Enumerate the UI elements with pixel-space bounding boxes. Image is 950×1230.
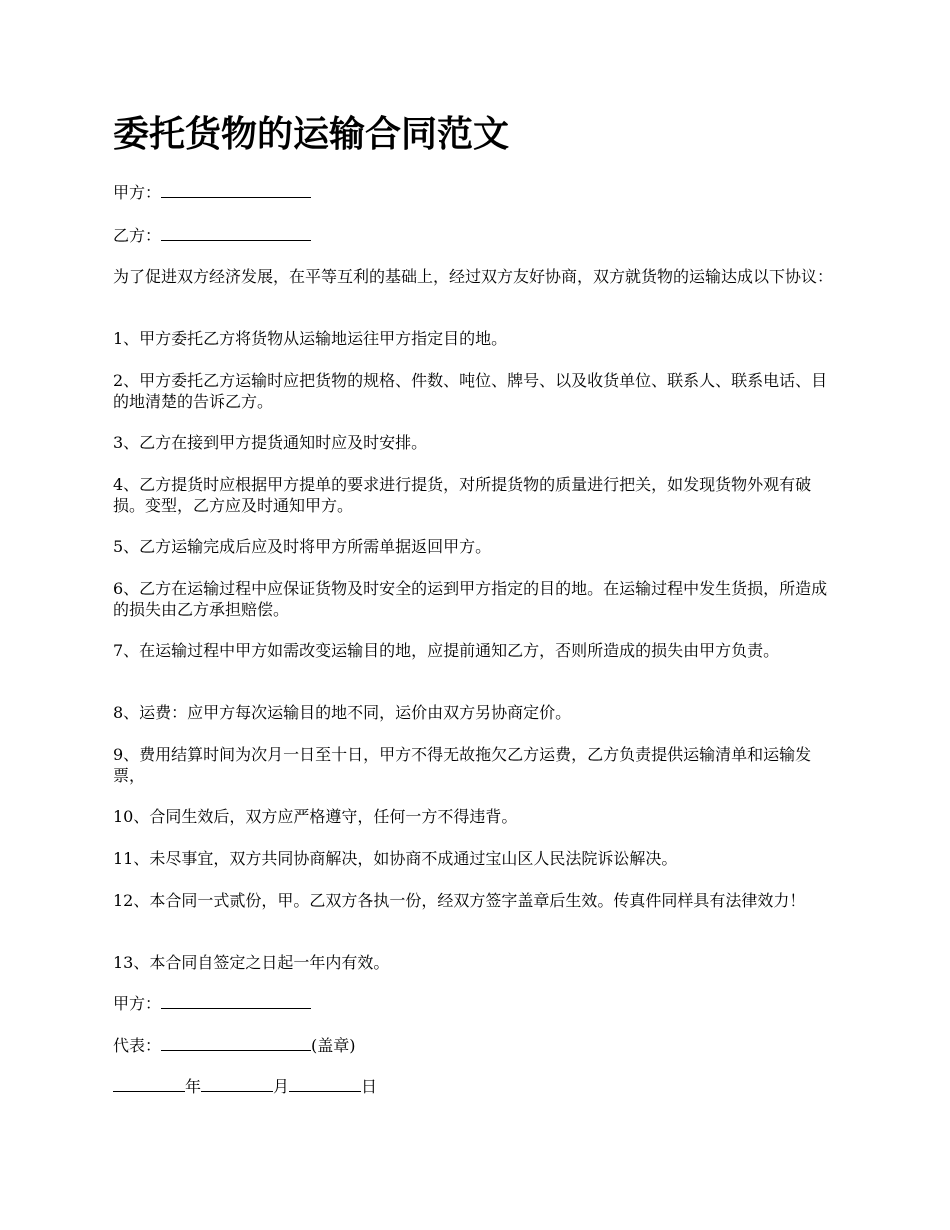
clause-3: 3、乙方在接到甲方提货通知时应及时安排。	[113, 433, 428, 452]
clause-12: 12、本合同一式贰份，甲。乙双方各执一份，经双方签字盖章后生效。传真件同样具有法律效力！	[113, 891, 806, 910]
signature-rep-blank	[161, 1035, 311, 1051]
clause-4: 4、乙方提货时应根据甲方提单的要求进行提货，对所提货物的质量进行把关，如发现货物外观有破损。变型，乙方应及时通知甲方。	[113, 475, 812, 515]
party-b-label: 乙方：	[113, 226, 162, 245]
year-label: 年	[185, 1077, 202, 1096]
clause-1: 1、甲方委托乙方将货物从运输地运往甲方指定目的地。	[113, 329, 508, 348]
clause-5: 5、乙方运输完成后应及时将甲方所需单据返回甲方。	[113, 537, 492, 556]
party-a-label: 甲方：	[113, 183, 162, 202]
party-a-line	[113, 182, 843, 203]
month-label: 月	[273, 1077, 290, 1096]
signature-party-a-blank	[161, 993, 311, 1009]
clause-6: 6、乙方在运输过程中应保证货物及时安全的运到甲方指定的目的地。在运输过程中发生货损，所造成的损失由乙方承担赔偿。	[113, 579, 828, 619]
signature-party-a-line	[113, 993, 843, 1014]
signature-party-a-label: 甲方：	[113, 994, 162, 1013]
clause-7: 7、在运输过程中甲方如需改变运输目的地，应提前通知乙方，否则所造成的损失由甲方负责。	[113, 641, 780, 660]
clause-9: 9、费用结算时间为次月一日至十日，甲方不得无故拖欠乙方运费，乙方负责提供运输清单和运输发票，	[113, 745, 812, 785]
intro-paragraph: 为了促进双方经济发展，在平等互利的基础上，经过双方友好协商，双方就货物的运输达成以下协议：	[113, 267, 834, 286]
signature-rep-line	[113, 1035, 843, 1056]
signature-date-line	[113, 1076, 843, 1097]
party-b-blank	[161, 225, 311, 241]
clause-2: 2、甲方委托乙方运输时应把货物的规格、件数、吨位、牌号、以及收货单位、联系人、联系电话、目的地清楚的告诉乙方。	[113, 371, 828, 411]
clause-10: 10、合同生效后，双方应严格遵守，任何一方不得违背。	[113, 807, 518, 826]
clause-13: 13、本合同自签定之日起一年内有效。	[113, 953, 390, 972]
clause-8: 8、运费：应甲方每次运输目的地不同，运价由双方另协商定价。	[113, 703, 572, 722]
seal-label: (盖章)	[311, 1036, 356, 1055]
party-a-blank	[161, 182, 311, 198]
party-b-line	[113, 225, 843, 246]
signature-rep-label: 代表：	[113, 1036, 162, 1055]
month-blank	[201, 1076, 273, 1092]
clause-11: 11、未尽事宜，双方共同协商解决，如协商不成通过宝山区人民法院诉讼解决。	[113, 849, 678, 868]
document-title: 委托货物的运输合同范文	[113, 114, 510, 155]
day-blank	[289, 1076, 361, 1092]
day-label: 日	[361, 1077, 378, 1096]
year-blank	[113, 1076, 185, 1092]
